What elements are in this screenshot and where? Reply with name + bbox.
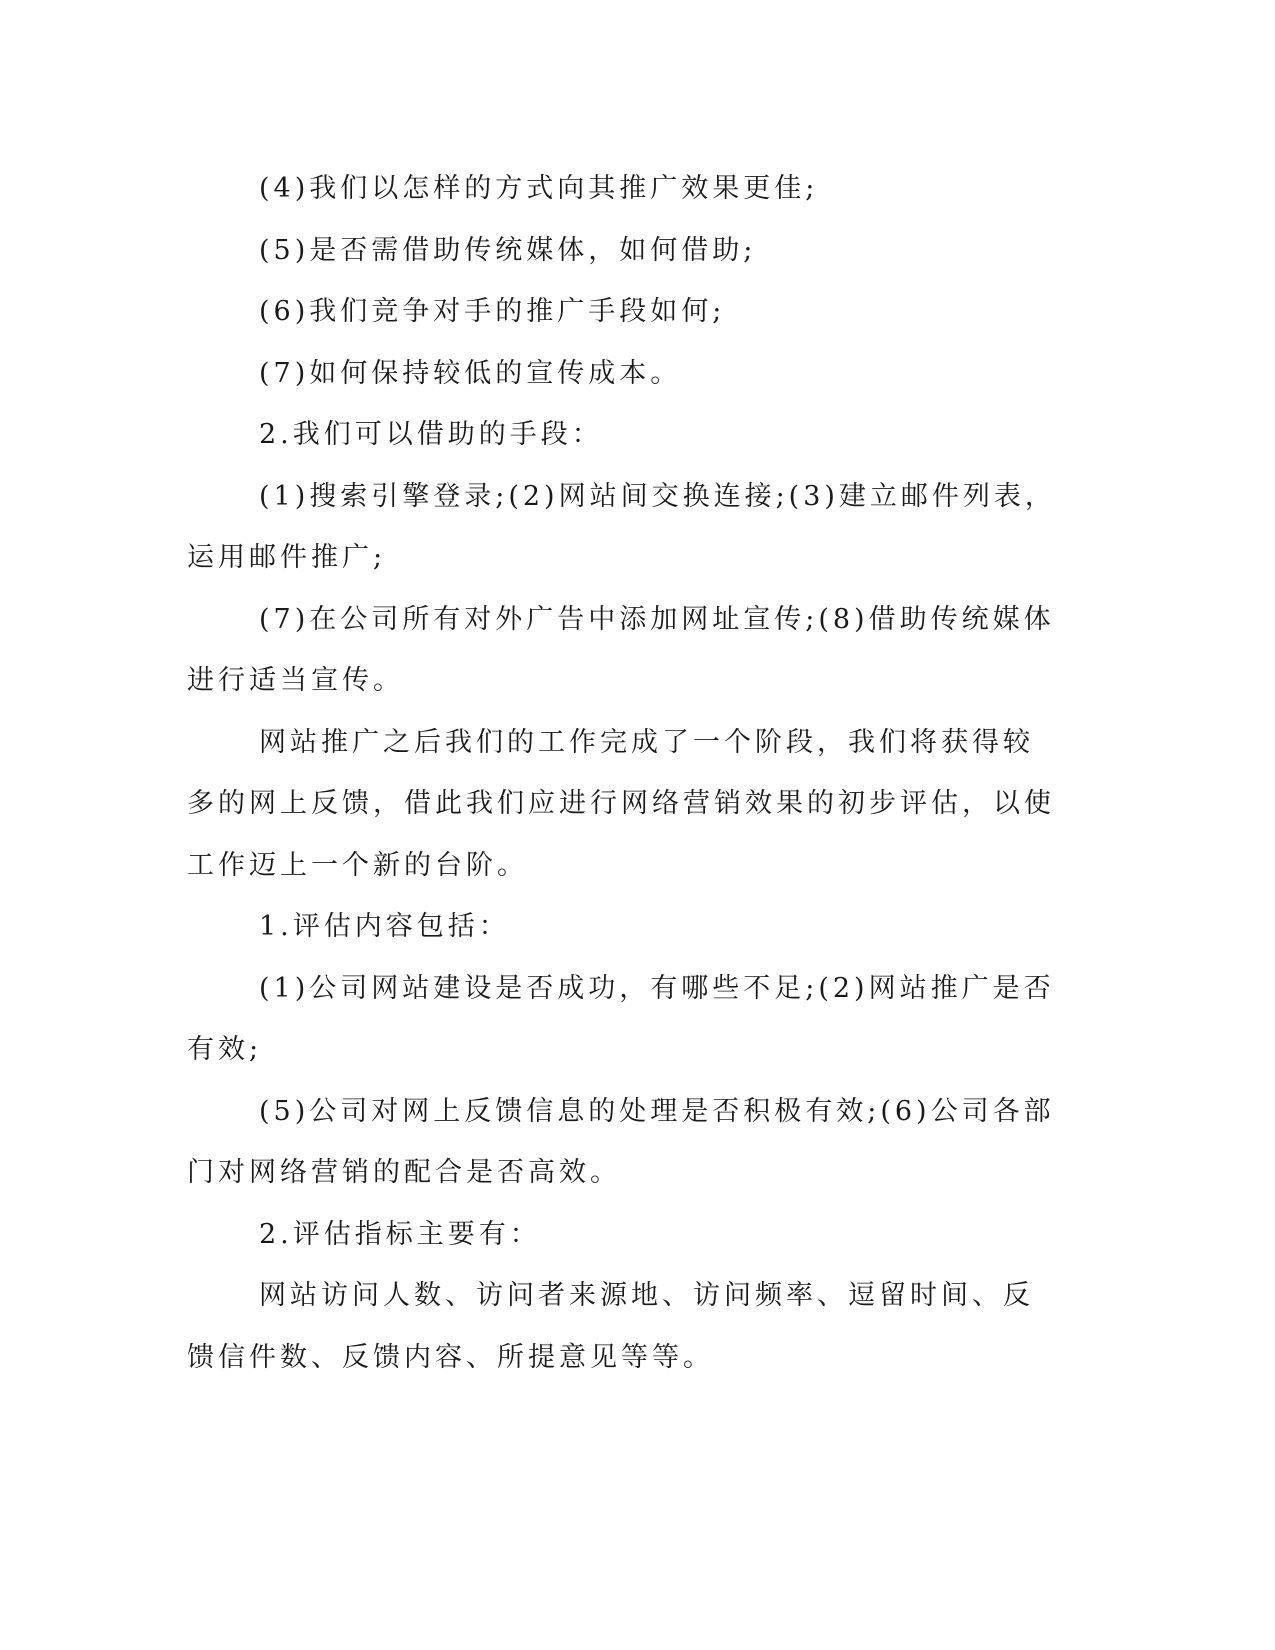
paragraph-evaluation-intro: 网站推广之后我们的工作完成了一个阶段，我们将获得较多的网上反馈，借此我们应进行网络营销效果的初步评估，以使工作迈上一个新的台阶。 — [187, 726, 1055, 881]
paragraph-evaluation-metrics: 网站访问人数、访问者来源地、访问频率、逗留时间、反馈信件数、反馈内容、所提意见等等。 — [187, 1280, 1034, 1373]
document-body — [187, 158, 1057, 1388]
section-heading-means: 2.我们可以借助的手段： — [259, 419, 603, 450]
paragraph-7: (7)如何保持较低的宣传成本。 — [259, 357, 682, 389]
paragraph-6: (6)我们竞争对手的推广手段如何; — [259, 296, 726, 327]
paragraph-evaluation-content-2: (5)公司对网上反馈信息的处理是否积极有效;(6)公司各部门对网络营销的配合是否高效。 — [187, 1095, 1055, 1188]
paragraph-means-list-2: (7)在公司所有对外广告中添加网址宣传;(8)借助传统媒体进行适当宣传。 — [187, 603, 1055, 696]
paragraph-5: (5)是否需借助传统媒体，如何借助; — [259, 234, 757, 266]
paragraph-evaluation-content-1: (1)公司网站建设是否成功，有哪些不足;(2)网站推广是否有效; — [187, 972, 1055, 1065]
paragraph-means-list-1: (1)搜索引擎登录;(2)网站间交换连接;(3)建立邮件列表，运用邮件推广; — [187, 480, 1056, 573]
section-heading-evaluation-metrics: 2.评估指标主要有： — [259, 1218, 541, 1250]
section-heading-evaluation-content: 1.评估内容包括： — [259, 911, 510, 942]
paragraph-4: (4)我们以怎样的方式向其推广效果更佳; — [259, 173, 819, 204]
